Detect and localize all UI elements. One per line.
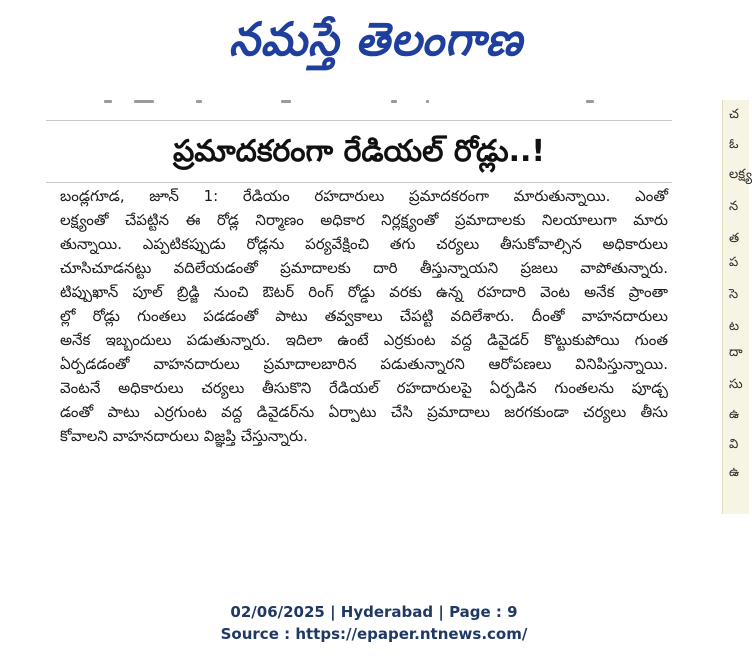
clipped-text-fragment (46, 100, 672, 106)
article-line: లక్ష్యంతో చేపట్టిన ఈ రోడ్ల నిర్మాణం అధికార నిర్లక్ష్యంతో ప్రమాదాలకు నిలయాలుగా మారు (60, 211, 668, 229)
side-column-char: లక్ష్య (729, 167, 752, 182)
article-line: టిప్పుఖాన్ పూల్ బ్రిడ్జి నుంచి ఔటర్ రింగ్ రోడ్డు వరకు ఉన్న రహదారి వెంట అనేక ప్రాంతా (60, 283, 668, 301)
side-column-char: న (729, 199, 739, 214)
article-line: చూసిచూడనట్టు వదిలేయడంతో ప్రమాదాలకు దారి తీస్తున్నాయని ప్రజలు వాపోతున్నారు. (60, 259, 668, 277)
headline-bottom-rule (46, 182, 672, 183)
side-column-char: ఉ (729, 465, 740, 480)
article-body (60, 184, 668, 448)
side-column-char: ప (729, 255, 739, 270)
side-column-char: సె (729, 287, 739, 302)
article-line: అనేక ఇబ్బందులు పడుతున్నారు. ఇదిలా ఉంటే ఎర్రకుంట వద్ద డివైడర్ కొట్టుకుపోయి గుంత (60, 331, 668, 349)
side-column-char: ఓ (729, 137, 739, 152)
source-url: Source : https://epaper.ntnews.com/ (220, 625, 528, 643)
side-column-char: సు (729, 377, 743, 392)
article-headline: ప్రమాదకరంగా రేడియల్ రోడ్లు..! (172, 134, 546, 169)
adjacent-article-column (722, 100, 752, 514)
side-column-char: త (729, 231, 740, 246)
publication-date-edition-page: 02/06/2025 | Hyderabad | Page : 9 (230, 603, 518, 621)
article-line: కోవాలని వాహనదారులు విజ్ఞప్తి చేస్తున్నారు. (60, 427, 308, 445)
article-line: బండ్లగూడ, జూన్ 1: రేడియం రహదారులు ప్రమాదకరంగా మారుతున్నాయి. ఎంతో (60, 187, 668, 205)
side-column-char: దా (729, 345, 743, 360)
article-line: తున్నాయి. ఎప్పటికప్పుడు రోడ్లను పర్యవేక్షించి తగు చర్యలు తీసుకోవాల్సిన అధికారులు (60, 235, 668, 253)
article-line: వెంటనే అధికారులు చర్యలు తీసుకొని రేడియల్ రహదారులపై ఏర్పడిన గుంతలను పూడ్చ (60, 379, 668, 397)
article-line: ఏర్పడడంతో వాహనదారులు ప్రమాదాలబారిన పడుతున్నారని ఆరోపణలు వినిపిస్తున్నాయి. (60, 355, 668, 373)
article-line: డంతో పాటు ఎర్రగుంట వద్ద డివైడర్‌ను ఏర్పాటు చేసి ప్రమాదాలు జరగకుండా చర్యలు తీసు (60, 403, 668, 421)
side-column-char: ట (729, 319, 740, 334)
article-line: ల్లో రోడ్లు గుంతలు పడడంతో పాటు తవ్వకాలు చేపట్టి వదిలేశారు. దీంతో వాహనదారులు (60, 307, 668, 325)
side-column-char: ఉ (729, 407, 740, 422)
headline-top-rule (46, 120, 672, 121)
side-column-char: వి (729, 437, 739, 452)
side-column-char: చ (729, 107, 739, 122)
newspaper-masthead: నమస్తే తెలంగాణ (229, 12, 523, 66)
